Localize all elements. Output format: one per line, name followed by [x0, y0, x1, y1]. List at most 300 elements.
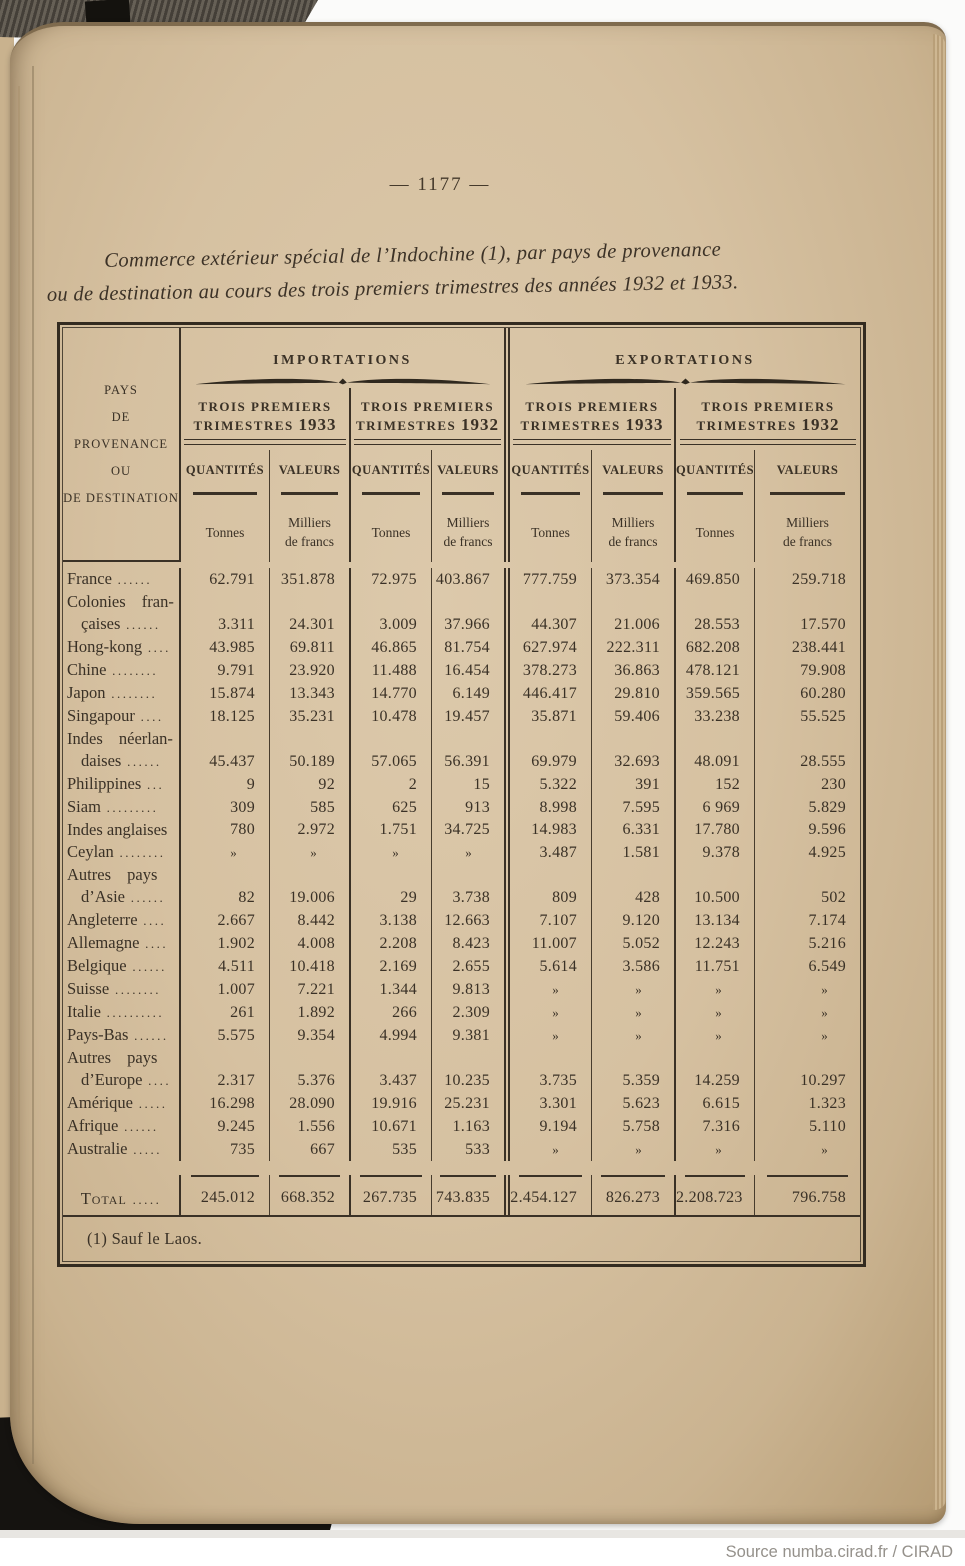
cell-value: 7.221: [297, 981, 335, 998]
table-row: [63, 705, 860, 728]
dot-leader: ......: [126, 959, 167, 974]
cell-value: 9.381: [452, 1027, 490, 1044]
cell-value: 34.725: [444, 821, 490, 838]
country-label-line: Philippines ...: [67, 774, 165, 793]
table-cell: [591, 1024, 674, 1047]
cell-value: 32.693: [614, 753, 660, 770]
table-cell: [181, 773, 269, 796]
cell-value: 309: [230, 799, 255, 816]
table-row: [63, 636, 860, 659]
cell-value: »: [635, 1028, 642, 1043]
total-cell: [181, 1175, 269, 1215]
table-cell: [431, 1047, 504, 1092]
table-cell: [591, 819, 674, 841]
page-gutter-line-2: [18, 86, 20, 1434]
cell-value: 625: [392, 799, 417, 816]
table-cell: [754, 1001, 860, 1024]
table-cell: [181, 864, 269, 909]
cell-value: 29.810: [614, 685, 660, 702]
country-label: [63, 636, 181, 659]
table-cell: [510, 636, 591, 659]
country-label: [63, 705, 181, 728]
cell-value: 13.134: [694, 912, 740, 929]
source-attribution: [0, 1538, 965, 1566]
cell-value: 11.751: [694, 958, 740, 975]
country-label-line: Siam .........: [67, 797, 159, 816]
table-cell: [269, 864, 349, 909]
row-header-line: PAYS: [104, 382, 138, 397]
table-cell: [591, 568, 674, 591]
cell-value: 4.925: [808, 844, 846, 861]
cell-value: 428: [635, 889, 660, 906]
country-label-line: Autres pays: [67, 1048, 158, 1067]
cell-value: »: [552, 1028, 559, 1043]
cell-value: 9: [246, 776, 255, 793]
country-label: [63, 1138, 181, 1161]
table-row: [63, 568, 860, 591]
cell-value: 12.243: [694, 935, 740, 952]
cell-value: 6.615: [702, 1095, 740, 1112]
table-cell: [754, 1024, 860, 1047]
row-header-line: DE DESTINATION: [63, 490, 179, 505]
cell-value: 230: [821, 776, 846, 793]
table-cell: [181, 659, 269, 682]
cell-value: 7.174: [808, 912, 846, 929]
table-cell: [181, 1001, 269, 1024]
cell-value: 46.865: [371, 639, 417, 656]
cell-value: 3.009: [379, 616, 417, 633]
country-label-line: Autres pays: [67, 865, 158, 884]
imports-brace-ornament: [191, 375, 495, 388]
country-label-line: Chine ........: [67, 660, 159, 679]
cell-value: 37.966: [444, 616, 490, 633]
cell-value: 28.555: [800, 753, 846, 770]
col-header-quantites: QUANTITÉS Tonnes: [185, 462, 265, 540]
col-header-valeurs: VALEURS Milliers de francs: [591, 450, 674, 562]
document-title: [46, 231, 867, 312]
cell-value: 6.331: [622, 821, 660, 838]
cell-value: 391: [635, 776, 660, 793]
cell-value: 19.457: [444, 708, 490, 725]
table-cell: [754, 659, 860, 682]
cell-value: 1.007: [217, 981, 255, 998]
country-label-line: çaises ......: [81, 614, 161, 633]
page-edge-stack: [933, 34, 946, 1510]
cell-value: »: [821, 1028, 828, 1043]
table-cell: [431, 659, 504, 682]
total-cell: [591, 1175, 674, 1215]
cell-value: 79.908: [800, 662, 846, 679]
exports-label: EXPORTATIONS: [615, 353, 755, 368]
cell-value: 478.121: [685, 662, 740, 679]
cell-value: 1.892: [297, 1004, 335, 1021]
total-value: 245.012: [200, 1188, 255, 1206]
country-label: [63, 1092, 181, 1115]
total-cell: [510, 1175, 591, 1215]
trade-table: [57, 322, 866, 1267]
period-imports-1933: TROIS PREMIERS TRIMESTRES 1933: [181, 388, 349, 450]
table-row: [63, 1092, 860, 1115]
table-cell: [674, 659, 754, 682]
table-cell: [754, 819, 860, 841]
cell-value: 2.208: [379, 935, 417, 952]
table-cell: [269, 1047, 349, 1092]
cell-value: 2.169: [379, 958, 417, 975]
table-cell: [754, 728, 860, 773]
row-header-line: OU: [110, 463, 132, 478]
cell-value: »: [635, 982, 642, 997]
table-cell: [181, 636, 269, 659]
table-row: [63, 1001, 860, 1024]
table-row: [63, 1047, 860, 1092]
cell-value: 43.985: [209, 639, 255, 656]
cell-value: 10.418: [289, 958, 335, 975]
table-cell: [269, 796, 349, 819]
cell-value: 18.125: [209, 708, 255, 725]
table-cell: [269, 1115, 349, 1138]
cell-value: 3.735: [539, 1072, 577, 1089]
table-cell: [349, 1092, 431, 1115]
table-cell: [591, 955, 674, 978]
cell-value: 10.478: [371, 708, 417, 725]
total-value: 743.835: [435, 1188, 490, 1206]
table-cell: [674, 841, 754, 864]
table-cell: [349, 659, 431, 682]
cell-value: 4.008: [297, 935, 335, 952]
table-row: [63, 728, 860, 773]
footnote: (1) Sauf le Laos.: [87, 1228, 203, 1248]
table-cell: [181, 841, 269, 864]
cell-value: 2.972: [297, 821, 335, 838]
table-row: [63, 932, 860, 955]
total-value: 826.273: [605, 1188, 660, 1206]
table-cell: [431, 1001, 504, 1024]
table-cell: [349, 955, 431, 978]
cell-value: 351.878: [280, 571, 335, 588]
table-cell: [674, 568, 754, 591]
table-cell: [674, 1024, 754, 1047]
country-label: [63, 955, 181, 978]
cell-value: 259.718: [791, 571, 846, 588]
cell-value: 6.149: [452, 685, 490, 702]
exports-brace-ornament: [521, 375, 850, 388]
table-cell: [181, 591, 269, 636]
table-cell: [181, 568, 269, 591]
sum-rule: [767, 1175, 849, 1177]
cell-value: 1.751: [379, 821, 417, 838]
cell-value: 913: [465, 799, 490, 816]
table-row: [63, 682, 860, 705]
cell-value: 24.301: [289, 616, 335, 633]
table-cell: [591, 978, 674, 1001]
cell-value: »: [392, 845, 399, 860]
table-cell: [431, 1092, 504, 1115]
country-label: [63, 978, 181, 1001]
cell-value: »: [465, 845, 472, 860]
table-cell: [674, 796, 754, 819]
dot-leader: .....: [132, 1096, 168, 1111]
cell-value: 2.317: [217, 1072, 255, 1089]
col-header-valeurs: VALEURS Milliers de francs: [431, 450, 504, 562]
table-header: [63, 328, 860, 562]
sum-rule: [360, 1175, 422, 1177]
table-cell: [431, 1138, 504, 1161]
table-cell: [181, 978, 269, 1001]
cell-value: 5.575: [217, 1027, 255, 1044]
table-row: [63, 591, 860, 636]
cell-value: »: [635, 1005, 642, 1020]
total-value: 2.208.723: [676, 1188, 743, 1206]
cell-value: 780: [230, 821, 255, 838]
row-header-cell: [63, 328, 181, 562]
country-label: [63, 773, 181, 796]
table-row: [63, 1115, 860, 1138]
sum-rule: [279, 1175, 341, 1177]
table-cell: [269, 955, 349, 978]
table-cell: [674, 978, 754, 1001]
total-value: 2.454.127: [510, 1188, 577, 1206]
table-cell: [510, 1115, 591, 1138]
cell-value: »: [635, 1142, 642, 1157]
table-cell: [754, 568, 860, 591]
country-label-line: daises ......: [81, 751, 162, 770]
table-body: [63, 562, 860, 1161]
cell-value: 16.454: [444, 662, 490, 679]
dot-leader: ......: [111, 572, 153, 587]
table-cell: [674, 864, 754, 909]
cell-value: 5.216: [808, 935, 846, 952]
cell-value: 2: [408, 776, 417, 793]
table-cell: [181, 1138, 269, 1161]
table-cell: [754, 1047, 860, 1092]
title-line-1: Commerce extérieur spécial de l’Indochine (1), par pays de provenance: [104, 238, 722, 272]
cell-value: 6 969: [702, 799, 740, 816]
cell-value: 1.902: [217, 935, 255, 952]
table-cell: [510, 1047, 591, 1092]
table-cell: [431, 796, 504, 819]
table-cell: [349, 728, 431, 773]
cell-value: 9.354: [297, 1027, 335, 1044]
cell-value: 682.208: [685, 639, 740, 656]
table-cell: [754, 955, 860, 978]
cell-value: 35.871: [531, 708, 577, 725]
country-label-line: Angleterre ....: [67, 910, 167, 929]
cell-value: 1.323: [808, 1095, 846, 1112]
country-label-line: Ceylan ........: [67, 842, 166, 861]
country-label-line: Australie .....: [67, 1139, 162, 1158]
table-cell: [674, 728, 754, 773]
sum-rule: [519, 1175, 582, 1177]
cell-value: »: [821, 1005, 828, 1020]
table-cell: [510, 773, 591, 796]
cell-value: 585: [310, 799, 335, 816]
cell-value: 57.065: [371, 753, 417, 770]
table-row: [63, 659, 860, 682]
cell-value: 10.297: [800, 1072, 846, 1089]
table-cell: [591, 909, 674, 932]
cell-value: 48.091: [694, 753, 740, 770]
cell-value: 5.614: [539, 958, 577, 975]
total-cell: [754, 1175, 860, 1215]
table-cell: [181, 705, 269, 728]
exports-group-header: [510, 328, 860, 388]
cell-value: »: [552, 982, 559, 997]
cell-value: 9.813: [452, 981, 490, 998]
table-cell: [674, 682, 754, 705]
dot-leader: ........: [106, 663, 159, 678]
table-cell: [431, 909, 504, 932]
table-cell: [269, 932, 349, 955]
table-cell: [269, 978, 349, 1001]
table-cell: [510, 978, 591, 1001]
table-cell: [591, 796, 674, 819]
cell-value: 2.655: [452, 958, 490, 975]
table-cell: [431, 932, 504, 955]
country-label-line: Allemagne ....: [67, 933, 169, 952]
table-cell: [754, 841, 860, 864]
cell-value: 44.307: [531, 616, 577, 633]
table-cell: [510, 796, 591, 819]
table-cell: [754, 1092, 860, 1115]
country-label-line: Singapour ....: [67, 706, 164, 725]
cell-value: 28.553: [694, 616, 740, 633]
table-cell: [591, 636, 674, 659]
cell-value: 5.359: [622, 1072, 660, 1089]
country-label: [63, 728, 181, 773]
table-cell: [269, 819, 349, 841]
table-cell: [591, 728, 674, 773]
table-cell: [754, 1138, 860, 1161]
cell-value: 9.378: [702, 844, 740, 861]
cell-value: 92: [318, 776, 335, 793]
country-label: [63, 841, 181, 864]
cell-value: 45.437: [209, 753, 255, 770]
cell-value: 1.581: [622, 844, 660, 861]
table-row: [63, 1138, 860, 1161]
table-cell: [349, 1024, 431, 1047]
cell-value: 5.052: [622, 935, 660, 952]
cell-value: 238.441: [791, 639, 846, 656]
table-row: [63, 909, 860, 932]
table-cell: [269, 591, 349, 636]
cell-value: »: [552, 1142, 559, 1157]
cell-value: 11.488: [371, 662, 417, 679]
dot-leader: .....: [126, 1191, 162, 1207]
cell-value: 5.322: [539, 776, 577, 793]
table-cell: [754, 909, 860, 932]
total-section: [63, 1175, 860, 1217]
table-cell: [431, 682, 504, 705]
table-cell: [349, 636, 431, 659]
table-cell: [591, 1138, 674, 1161]
cell-value: 55.525: [800, 708, 846, 725]
cell-value: 446.417: [522, 685, 577, 702]
cell-value: 3.738: [452, 889, 490, 906]
title-line-2: ou de destination au cours des trois premiers trimestres des années 1932 et 1933.: [46, 271, 739, 306]
cell-value: »: [230, 845, 237, 860]
cell-value: 627.974: [522, 639, 577, 656]
cell-value: 50.189: [289, 753, 335, 770]
table-cell: [674, 932, 754, 955]
total-row: [63, 1175, 860, 1215]
table-cell: [591, 591, 674, 636]
cell-value: 25.231: [444, 1095, 490, 1112]
cell-value: 3.487: [539, 844, 577, 861]
table-cell: [269, 773, 349, 796]
cell-value: 8.998: [539, 799, 577, 816]
country-label: [63, 568, 181, 591]
cell-value: 469.850: [685, 571, 740, 588]
dot-leader: .........: [100, 800, 159, 815]
table-cell: [591, 1001, 674, 1024]
cell-value: 3.301: [539, 1095, 577, 1112]
cell-value: 59.406: [614, 708, 660, 725]
cell-value: 17.570: [800, 616, 846, 633]
table-cell: [181, 728, 269, 773]
country-label-line: Japon ........: [67, 683, 158, 702]
cell-value: 82: [238, 889, 255, 906]
cell-value: 56.391: [444, 753, 490, 770]
dot-leader: ........: [105, 686, 158, 701]
table-row: [63, 864, 860, 909]
cell-value: 10.500: [694, 889, 740, 906]
table-cell: [431, 955, 504, 978]
cell-value: 152: [715, 776, 740, 793]
cell-value: 266: [392, 1004, 417, 1021]
table-cell: [181, 1024, 269, 1047]
cell-value: 3.138: [379, 912, 417, 929]
table-cell: [510, 591, 591, 636]
table-cell: [349, 591, 431, 636]
country-label-line: Belgique ......: [67, 956, 167, 975]
table-cell: [674, 591, 754, 636]
table-cell: [349, 978, 431, 1001]
scanned-page: [10, 22, 946, 1524]
source-bar-divider: [0, 1530, 965, 1538]
dot-leader: ......: [125, 890, 166, 905]
table-cell: [510, 819, 591, 841]
cell-value: »: [715, 1142, 722, 1157]
table-cell: [591, 864, 674, 909]
table-cell: [510, 1001, 591, 1024]
cell-value: »: [715, 1005, 722, 1020]
table-cell: [181, 682, 269, 705]
table-cell: [510, 864, 591, 909]
table-cell: [269, 1138, 349, 1161]
table-cell: [269, 1024, 349, 1047]
table-cell: [181, 1115, 269, 1138]
cell-value: 5.110: [809, 1118, 846, 1135]
sum-rule: [601, 1175, 665, 1177]
country-label-line: Indes anglaises: [67, 820, 168, 839]
table-cell: [269, 1001, 349, 1024]
table-row: [63, 841, 860, 864]
cell-value: 735: [230, 1141, 255, 1158]
cell-value: 373.354: [605, 571, 660, 588]
table-cell: [510, 728, 591, 773]
cell-value: 12.663: [444, 912, 490, 929]
col-header-valeurs: VALEURS Milliers de francs: [269, 450, 349, 562]
cell-value: 36.863: [614, 662, 660, 679]
table-cell: [674, 1115, 754, 1138]
table-cell: [674, 819, 754, 841]
country-label-line: Afrique ......: [67, 1116, 159, 1135]
cell-value: 809: [552, 889, 577, 906]
table-cell: [349, 1138, 431, 1161]
dot-leader: ....: [137, 913, 167, 928]
col-header-quantites: QUANTITÉS Tonnes: [349, 450, 431, 562]
table-cell: [510, 682, 591, 705]
